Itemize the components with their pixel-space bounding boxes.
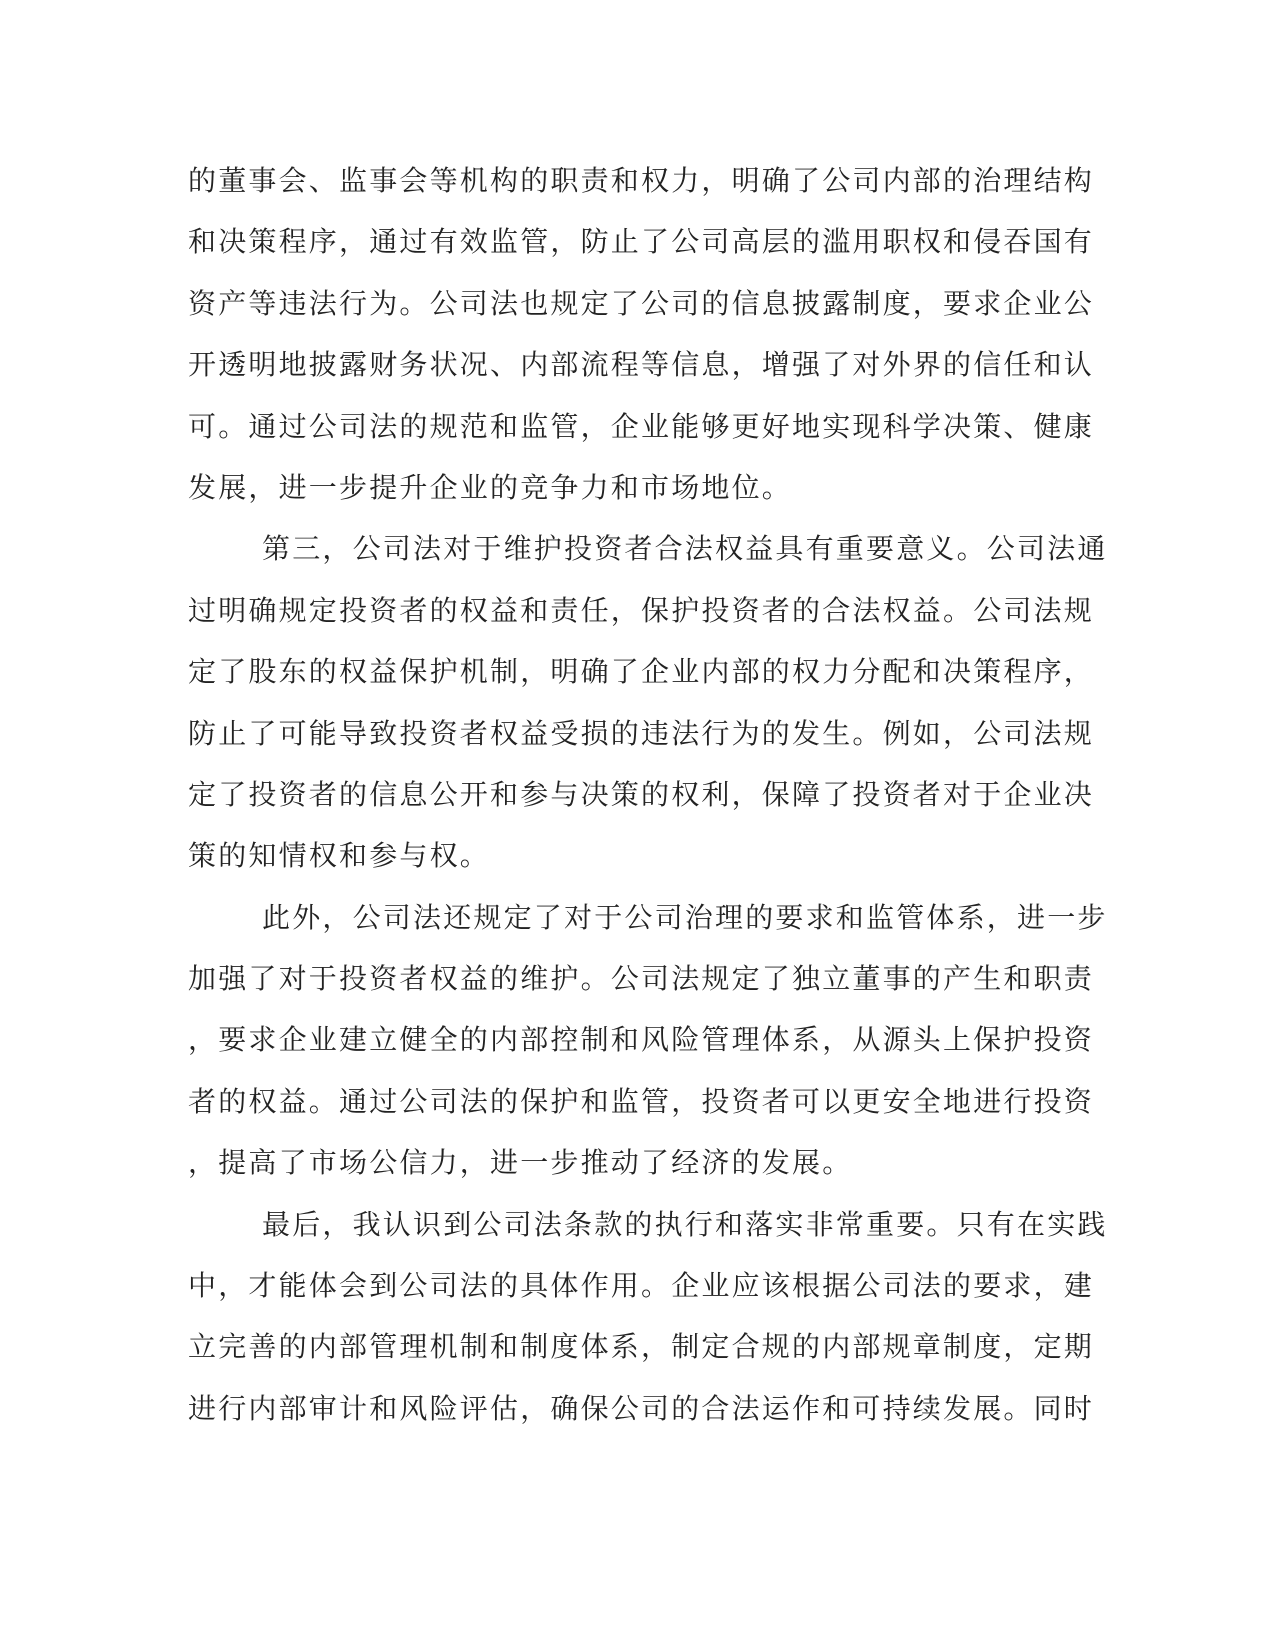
paragraph-start-line: 最后，我认识到公司法条款的执行和落实非常重要。只有在实践 bbox=[262, 1207, 1108, 1241]
text-line: 的董事会、监事会等机构的职责和权力，明确了公司内部的治理结构 bbox=[188, 164, 1095, 197]
text-line: ，要求企业建立健全的内部控制和风险管理体系，从源头上保护投资 bbox=[188, 1023, 1095, 1057]
text-line: 资产等违法行为。公司法也规定了公司的信息披露制度，要求企业公 bbox=[188, 286, 1095, 320]
text-line: 防止了可能导致投资者权益受损的违法行为的发生。例如，公司法规 bbox=[188, 716, 1095, 750]
paragraph-start-line: 此外，公司法还规定了对于公司治理的要求和监管体系，进一步 bbox=[262, 900, 1108, 934]
text-line: ，提高了市场公信力，进一步推动了经济的发展。 bbox=[188, 1146, 853, 1180]
text-line: 可。通过公司法的规范和监管，企业能够更好地实现科学决策、健康 bbox=[188, 409, 1095, 443]
text-line: 者的权益。通过公司法的保护和监管，投资者可以更安全地进行投资 bbox=[188, 1084, 1095, 1118]
text-line: 和决策程序，通过有效监管，防止了公司高层的滥用职权和侵吞国有 bbox=[188, 225, 1095, 259]
body-text bbox=[188, 162, 1108, 1451]
text-line: 立完善的内部管理机制和制度体系，制定合规的内部规章制度，定期 bbox=[188, 1330, 1095, 1364]
text-line: 进行内部审计和风险评估，确保公司的合法运作和可持续发展。同时 bbox=[188, 1391, 1095, 1425]
text-line: 开透明地披露财务状况、内部流程等信息，增强了对外界的信任和认 bbox=[188, 348, 1095, 382]
text-line: 中，才能体会到公司法的具体作用。企业应该根据公司法的要求，建 bbox=[188, 1269, 1095, 1303]
text-line: 过明确规定投资者的权益和责任，保护投资者的合法权益。公司法规 bbox=[188, 593, 1095, 627]
text-line: 发展，进一步提升企业的竞争力和市场地位。 bbox=[188, 470, 793, 504]
text-line: 策的知情权和参与权。 bbox=[188, 839, 491, 873]
text-line: 定了股东的权益保护机制，明确了企业内部的权力分配和决策程序， bbox=[188, 655, 1095, 689]
text-line: 加强了对于投资者权益的维护。公司法规定了独立董事的产生和职责 bbox=[188, 962, 1095, 996]
paragraph-start-line: 第三，公司法对于维护投资者合法权益具有重要意义。公司法通 bbox=[262, 532, 1108, 566]
text-line: 定了投资者的信息公开和参与决策的权利，保障了投资者对于企业决 bbox=[188, 777, 1095, 811]
